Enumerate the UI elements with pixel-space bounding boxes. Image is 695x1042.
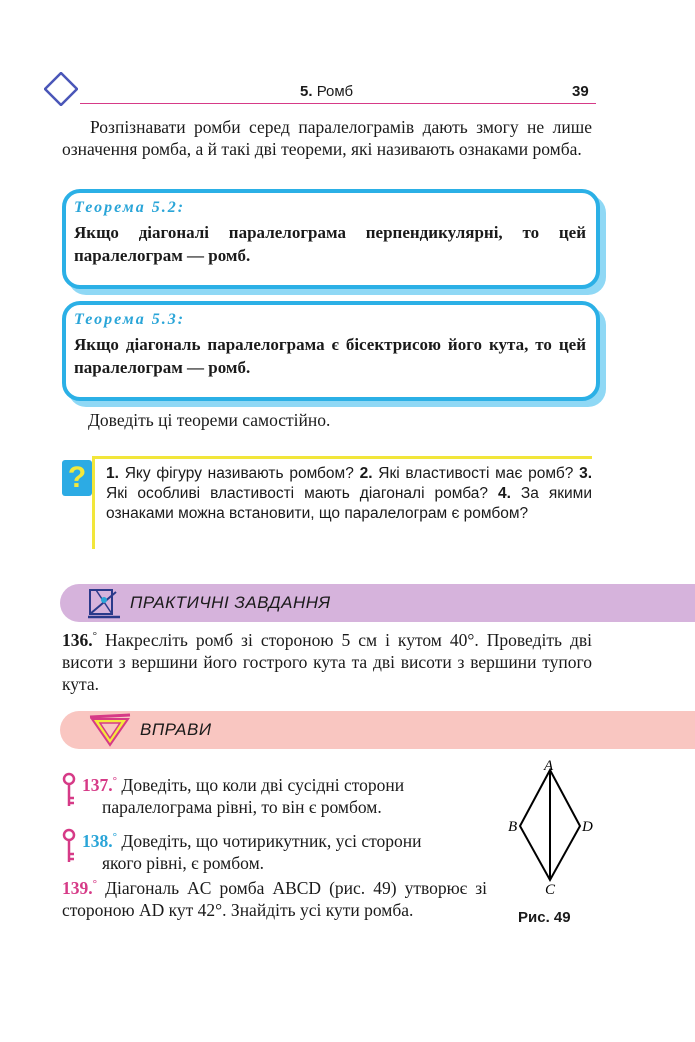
review-questions: 1. Яку фігуру називають ромбом? 2. Які властивості має ромб? 3. Які особливі властивості мають діагоналі ромба? 4. За якими ознаками можна встановити, що паралелограм є ромбом?	[106, 465, 593, 522]
theorem-box-5-2	[62, 189, 600, 289]
intro-paragraph: Розпізнавати ромби серед паралелограмів дають змогу не лише означення ромба, а й такі дві теореми, які називають ознаками ромба.	[62, 117, 592, 159]
page-number: 39	[572, 83, 589, 100]
header-rule	[80, 103, 596, 104]
prove-instruction: Доведіть ці теореми самостійно.	[88, 410, 331, 430]
theorem-text: Якщо діагоналі паралелограма перпендикулярні, то цей паралелограм — ромб.	[74, 223, 586, 265]
practical-tasks-banner	[60, 584, 695, 622]
key-icon	[62, 772, 76, 808]
exercises-label: ВПРАВИ	[140, 720, 212, 739]
rhombus-figure	[506, 756, 606, 896]
drafting-tools-icon	[86, 586, 122, 620]
practical-tasks-label: ПРАКТИЧНІ ЗАВДАННЯ	[130, 593, 331, 612]
questions-side-rule	[92, 456, 95, 549]
exercise-137: 137.° Доведіть, що коли дві сусідні сторони паралелограма рівні, то він є ромбом.	[82, 774, 405, 817]
question-icon: ?	[62, 460, 92, 496]
vertex-label-c: C	[545, 882, 556, 896]
task-136: 136.° Накресліть ромб зі стороною 5 см і кутом 40°. Проведіть дві висоти з вершини його гострого кута та дві висоти з вершини тупого кута.	[62, 629, 592, 694]
exercise-138: 138.° Доведіть, що чотирикутник, усі сторони якого рівні, є ромбом.	[82, 830, 422, 873]
theorem-title: Теорема 5.3:	[74, 311, 186, 328]
figure-caption: Рис. 49	[518, 909, 571, 926]
questions-top-rule	[92, 456, 592, 459]
exercises-banner	[60, 711, 695, 749]
vertex-label-b: B	[508, 819, 518, 835]
vertex-label-d: D	[582, 819, 593, 835]
theorem-title: Теорема 5.2:	[74, 199, 186, 216]
exercise-139: 139.° Діагональ AC ромба ABCD (рис. 49) утворює зі стороною AD кут 42°. Знайдіть усі кути ромба.	[62, 877, 487, 920]
vertex-label-a: A	[544, 758, 554, 774]
ruler-triangle-icon	[88, 713, 132, 747]
diamond-icon	[44, 72, 78, 106]
chapter-title: 5. Ромб	[300, 83, 354, 100]
theorem-text: Якщо діагональ паралелограма є бісектрисою його кута, то цей паралелограм — ромб.	[74, 335, 586, 377]
theorem-box-5-3	[62, 301, 600, 401]
key-icon	[62, 828, 76, 864]
